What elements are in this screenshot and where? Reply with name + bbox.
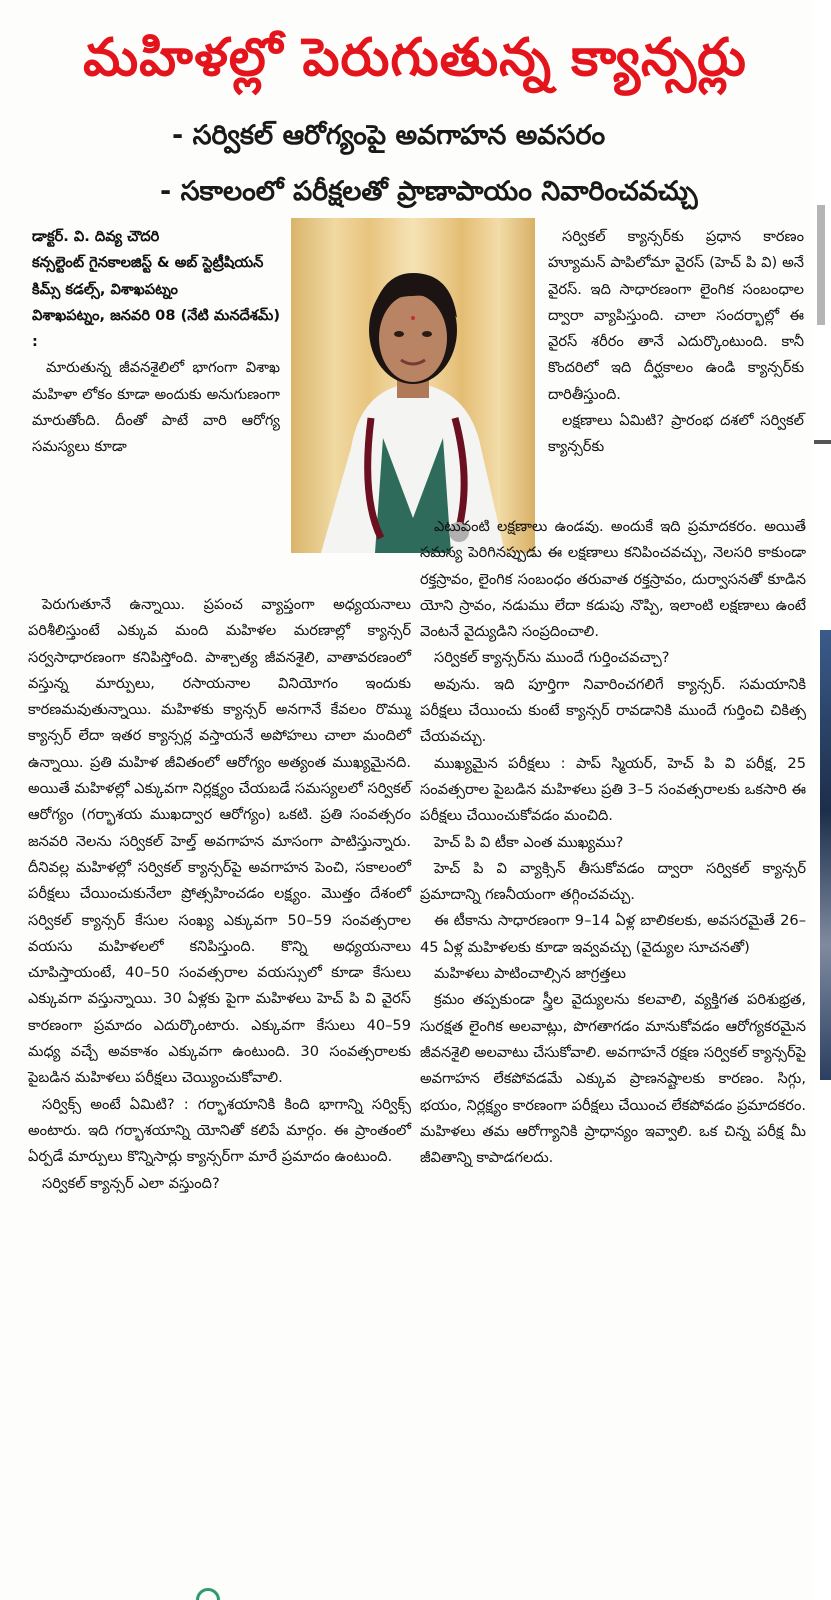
article-subheading: సర్వికల్ క్యాన్సర్‌ను ముందే గుర్తించవచ్చా? <box>434 649 670 667</box>
left-column <box>28 592 411 1197</box>
article-paragraph: లక్షణాలు ఏమిటి? ప్రారంభ దశలో సర్వికల్ క్యాన్సర్‌కు <box>548 412 804 456</box>
article-paragraph: అవును. ఇది పూర్తిగా నివారించగలిగే క్యాన్సర్. సమయానికి పరీక్షలు చేయించు కుంటే క్యాన్సర్ రావడానికి ముందే గుర్తించి చికిత్స చేయవచ్చు. <box>420 675 806 746</box>
byline-column <box>32 224 280 461</box>
byline-designation: కన్సల్టెంట్ గైనకాలజిస్ట్ & అబ్ స్టెట్రీషియన్ <box>32 254 264 272</box>
right-top-column <box>548 224 804 461</box>
article-subheading: మహిళలు పాటించాల్సిన జాగ్రత్తలు <box>434 965 626 983</box>
article-paragraph: సర్విక్స్ అంటే ఏమిటి? : గర్భాశయానికి కింది భాగాన్ని సర్విక్స్ అంటారు. ఇది గర్భాశయాన్ని యోనితో కలిపే మార్గం. ఈ ప్రాంతంలో ఏర్పడే మార్పులు కొన్నిసార్లు క్యాన్సర్‌గా మారే ప్రమాదం ఉంటుంది. <box>28 1095 411 1166</box>
headline: మహిళల్లో పెరుగుతున్న క్యాన్సర్లు <box>83 28 747 88</box>
byline-author: డాక్టర్. వి. దివ్య చౌదరి <box>32 228 160 245</box>
subheadline-2: - సకాలంలో పరీక్షలతో ప్రాణాపాయం నివారించవచ్చు <box>160 176 698 207</box>
article-paragraph: ఈ టీకాను సాధారణంగా 9–14 ఏళ్ల బాలికలకు, అవసరమైతే 26–45 ఏళ్ల మహిళలకు కూడా ఇవ్వవచ్చు (వైద్యుల సూచనతో) <box>420 912 806 956</box>
article-paragraph: ముఖ్యమైన పరీక్షలు : పాప్ స్మియర్, హెచ్ పి వి పరీక్ష, 25 సంవత్సరాల పైబడిన మహిళలు ప్రతి 3–5 సంవత్సరాలకు ఒకసారి ఈ పరీక్షలు చేయించుకోవడం మంచిది. <box>420 754 806 825</box>
article-paragraph: ఎటువంటి లక్షణాలు ఉండవు. అందుకే ఇది ప్రమాదకరం. అయితే సమస్య పెరిగినప్పుడు ఈ లక్షణాలు కనిపించవచ్చు, నెలసరి కాకుండా రక్తస్రావం, లైంగిక సంబంధం తరువాత రక్తస్రావం, దుర్వాసనతో కూడిన యోని స్రావం, నడుము లేదా కడుపు నొప్పి, ఇలాంటి లక్షణాలు ఉంటే వెంటనే వైద్యుడిని సంప్రదించాలి. <box>420 518 806 641</box>
doctor-photo <box>291 218 535 553</box>
divider <box>814 440 831 444</box>
article-paragraph: హెచ్ పి వి వ్యాక్సిన్ తీసుకోవడం ద్వారా సర్వికల్ క్యాన్సర్ ప్రమాదాన్ని గణనీయంగా తగ్గించవచ్చు. <box>420 859 806 904</box>
article-paragraph: పెరుగుతూనే ఉన్నాయి. ప్రపంచ వ్యాప్తంగా అధ్యయనాలు పరిశీలిస్తుంటే ఎక్కువ మంది మహిళల మరణాల్లో క్యాన్సర్ సర్వసాధారణంగా కనిపిస్తోంది. పాశ్చాత్య జీవనశైలి, వాతావరణంలో వస్తున్న మార్పులు, రసాయనాల వినియోగం ఇందుకు కారణమవుతున్నాయి. మహిళకు క్యాన్సర్ అనగానే కేవలం రొమ్ము క్యాన్సర్ లేదా ఇతర క్యాన్సర్ల వస్తాయనే అపోహలు చాలా మందిలో ఉన్నాయి. ప్రతి మహిళ జీవితంలో ఆరోగ్యం అత్యంత ముఖ్యమైనది. అయితే మహిళల్లో ఎక్కువగా నిర్లక్ష్యం చేయబడే సమస్యలలో సర్వికల్ ఆరోగ్యం (గర్భాశయ ముఖద్వార ఆరోగ్యం) ఒకటి. ప్రతి సంవత్సరం జనవరి నెలను సర్వికల్ హెల్త్ అవగాహన మాసంగా పాటిస్తున్నారు. దీనివల్ల మహిళల్లో సర్వికల్ క్యాన్సర్‌పై అవగాహన పెంచి, సకాలంలో పరీక్షలు చేయించుకునేలా ప్రోత్సహించడం లక్ష్యం. మొత్తం దేశంలో సర్వికల్ క్యాన్సర్ కేసుల సంఖ్య ఎక్కువగా 50–59 సంవత్సరాల వయసు మహిళలలో కనిపిస్తుంది. కొన్ని అధ్యయనాలు చూపిస్తాయంటే, 40–50 సంవత్సరాల వయస్సులో కూడా కేసులు ఎక్కువగా వస్తున్నాయి. 30 ఏళ్లకు పైగా మహిళలు హెచ్ పి వి వైరస్ కారణంగా ప్రమాదం ఎదుర్కొంటారు. ఎక్కువగా కేసులు 40–59 మధ్య వచ్చే అవకాశం ఎక్కువగా ఉంటుంది. 30 సంవత్సరాలకు పైబడిన మహిళలు పరీక్షలు చెయ్యించుకోవాలి. <box>28 596 411 1087</box>
article-subheading: సర్వికల్ క్యాన్సర్ ఎలా వస్తుంది? <box>42 1174 220 1192</box>
byline-hospital: కిమ్స్ కడల్స్, విశాఖపట్నం <box>32 280 178 298</box>
adjacent-photo-edge <box>820 630 831 1080</box>
article-paragraph: క్రమం తప్పకుండా స్త్రీల వైద్యులను కలవాలి, వ్యక్తిగత పరిశుభ్రత, సురక్షత లైంగిక అలవాట్లు, పొగతాగడం మానుకోవడం ఆరోగ్యకరమైన జీవనశైలి అలవాటు చేసుకోవాలి. అవగాహనే రక్షణ సర్వికల్ క్యాన్సర్‌పై అవగాహన లేకపోవడమే ఎక్కువ ప్రాణనష్టాలకు కారణం. సిగ్గు, భయం, నిర్లక్ష్యం కారణంగా పరీక్షలు చేయించ లేకపోవడం ప్రమాదకరం. మహిళలు తమ ఆరోగ్యానికి ప్రాధాన్యం ఇవ్వాలి. ఒక చిన్న పరీక్ష మీ జీవితాన్ని కాపాడగలదు. <box>420 991 806 1167</box>
right-column <box>420 514 806 1171</box>
doctor-portrait-illustration <box>291 218 535 553</box>
scrollbar-thumb[interactable] <box>817 205 825 325</box>
article-paragraph: మారుతున్న జీవనశైలిలో భాగంగా విశాఖ మహిళా లోకం కూడా అందుకు అనుగుణంగా మారుతోంది. దీంతో పాటే వారి ఆరోగ్య సమస్యలు కూడా <box>32 359 280 456</box>
subheadline-1: - సర్వికల్ ఆరోగ్యంపై అవగాహన అవసరం <box>172 120 606 151</box>
dateline: విశాఖపట్నం, జనవరి 08 (నేటి మనదేశమ్) : <box>32 306 280 351</box>
article-paragraph: సర్వికల్ క్యాన్సర్‌కు ప్రధాన కారణం హ్యూమన్ పాపిలోమా వైరస్ (హెచ్ పి వి) అనే వైరస్. ఇది సాధారణంగా లైంగిక సంబంధాల ద్వారా వ్యాపిస్తుంది. చాలా సందర్భాల్లో ఈ వైరస్ శరీరం తానే ఎదుర్కొంటుంది. కానీ కొందరిలో ఇది దీర్ఘకాలం ఉండి క్యాన్సర్‌కు దారితీస్తుంది. <box>548 228 804 403</box>
article-subheading: హెచ్ పి వి టీకా ఎంత ముఖ్యము? <box>434 833 624 851</box>
